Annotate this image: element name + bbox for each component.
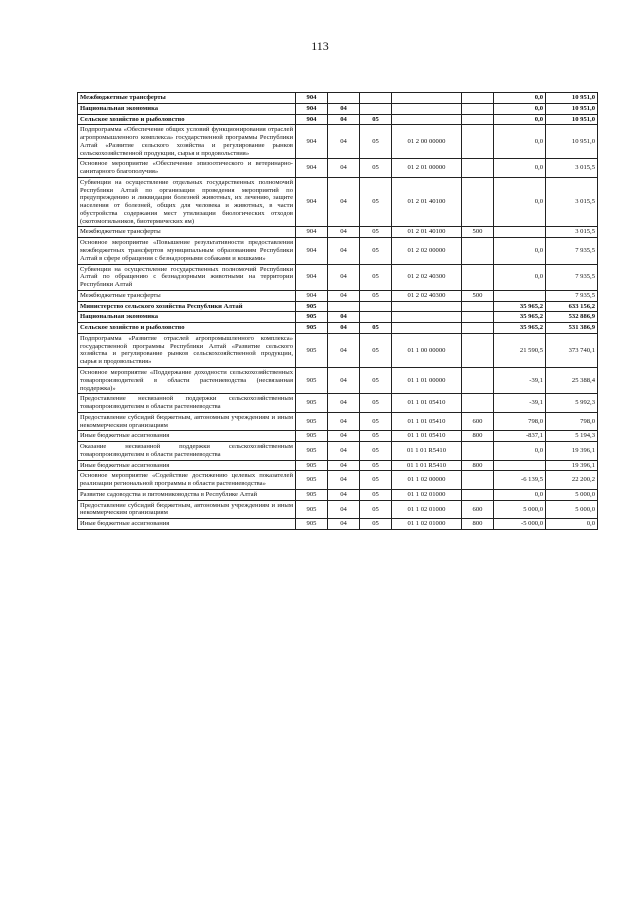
amount-total: 10 951,0 — [546, 93, 598, 104]
page-number: 113 — [311, 39, 329, 53]
department-code: 905 — [296, 333, 328, 367]
amount-total: 5 000,0 — [546, 489, 598, 500]
target-article-code: 01 1 02 01000 — [392, 500, 462, 519]
subsection-code: 05 — [360, 489, 392, 500]
subsection-code: 05 — [360, 227, 392, 238]
section-code: 04 — [328, 227, 360, 238]
target-article-code: 01 2 01 40100 — [392, 177, 462, 227]
subsection-code: 05 — [360, 367, 392, 393]
subsection-code: 05 — [360, 394, 392, 413]
subsection-code: 05 — [360, 323, 392, 334]
row-name: Основное мероприятие «Повышение результативности предоставления межбюджетных трансфертов муниципальным образованиям Республики Алтай в сфере обращения с безнадзорными собаками и кошками» — [78, 238, 296, 264]
amount-change: 35 965,2 — [494, 323, 546, 334]
subsection-code — [360, 103, 392, 114]
subsection-code — [360, 93, 392, 104]
section-code: 04 — [328, 367, 360, 393]
expense-type-code — [462, 489, 494, 500]
amount-total: 10 951,0 — [546, 103, 598, 114]
table-row — [78, 312, 598, 323]
target-article-code: 01 1 01 05410 — [392, 431, 462, 442]
row-name: Субвенции на осуществление государственных полномочий Республики Алтай по обращению с безнадзорными животными на территории Республики Алтай — [78, 264, 296, 290]
target-article-code: 01 2 01 40100 — [392, 227, 462, 238]
subsection-code: 05 — [360, 159, 392, 178]
amount-total: 532 886,9 — [546, 312, 598, 323]
subsection-code: 05 — [360, 500, 392, 519]
amount-total: 3 015,5 — [546, 159, 598, 178]
row-name: Субвенции на осуществление отдельных государственных полномочий Республики Алтай по организации проведения мероприятий по предупреждению и ликвидации болезней животных, их лечению, защите населения от болезней, общих для человека и животных, в части обустройства содержания мест утилизации биологических отходов (скотомогильников, биотермических ям) — [78, 177, 296, 227]
section-code: 04 — [328, 460, 360, 471]
amount-total: 373 740,1 — [546, 333, 598, 367]
section-code: 04 — [328, 412, 360, 431]
table-row — [78, 367, 598, 393]
row-name: Предоставление несвязанной поддержки сельскохозяйственным товаропроизводителям в области растениеводства — [78, 394, 296, 413]
expense-type-code — [462, 333, 494, 367]
table-row — [78, 103, 598, 114]
row-name: Сельское хозяйство и рыболовство — [78, 323, 296, 334]
amount-change — [494, 460, 546, 471]
row-name: Предоставление субсидий бюджетным, автономным учреждениям и иным некоммерческим организациям — [78, 412, 296, 431]
amount-change: 0,0 — [494, 103, 546, 114]
section-code: 04 — [328, 103, 360, 114]
subsection-code: 05 — [360, 460, 392, 471]
amount-total: 19 396,1 — [546, 460, 598, 471]
target-article-code: 01 2 00 00000 — [392, 125, 462, 159]
row-name: Иные бюджетные ассигнования — [78, 431, 296, 442]
table-row — [78, 177, 598, 227]
table-row — [78, 264, 598, 290]
row-name: Предоставление субсидий бюджетным, автономным учреждениям и иным некоммерческим организациям — [78, 500, 296, 519]
table-row — [78, 500, 598, 519]
amount-change: 21 590,5 — [494, 333, 546, 367]
subsection-code: 05 — [360, 442, 392, 461]
section-code — [328, 93, 360, 104]
expense-type-code: 500 — [462, 227, 494, 238]
section-code: 04 — [328, 290, 360, 301]
section-code: 04 — [328, 431, 360, 442]
row-name: Сельское хозяйство и рыболовство — [78, 114, 296, 125]
section-code: 04 — [328, 489, 360, 500]
department-code: 904 — [296, 177, 328, 227]
expense-type-code — [462, 238, 494, 264]
department-code: 905 — [296, 489, 328, 500]
department-code: 904 — [296, 227, 328, 238]
row-name: Иные бюджетные ассигнования — [78, 460, 296, 471]
amount-total: 3 015,5 — [546, 177, 598, 227]
amount-change: -837,1 — [494, 431, 546, 442]
table-row — [78, 460, 598, 471]
table-row — [78, 227, 598, 238]
amount-total: 0,0 — [546, 519, 598, 530]
department-code: 905 — [296, 312, 328, 323]
amount-change: -5 000,0 — [494, 519, 546, 530]
section-code: 04 — [328, 264, 360, 290]
amount-change: 0,0 — [494, 177, 546, 227]
target-article-code: 01 1 01 R5410 — [392, 460, 462, 471]
subsection-code: 05 — [360, 471, 392, 490]
section-code: 04 — [328, 394, 360, 413]
department-code: 905 — [296, 442, 328, 461]
target-article-code: 01 1 01 00000 — [392, 367, 462, 393]
table-row — [78, 301, 598, 312]
amount-total: 798,0 — [546, 412, 598, 431]
expense-type-code — [462, 125, 494, 159]
target-article-code: 01 2 02 40300 — [392, 290, 462, 301]
amount-change: 0,0 — [494, 264, 546, 290]
row-name: Межбюджетные трансферты — [78, 93, 296, 104]
department-code: 905 — [296, 471, 328, 490]
amount-total: 19 396,1 — [546, 442, 598, 461]
row-name: Иные бюджетные ассигнования — [78, 519, 296, 530]
department-code: 904 — [296, 93, 328, 104]
section-code: 04 — [328, 471, 360, 490]
table-row — [78, 412, 598, 431]
expense-type-code — [462, 159, 494, 178]
target-article-code: 01 2 02 40300 — [392, 264, 462, 290]
department-code: 904 — [296, 125, 328, 159]
table-row — [78, 125, 598, 159]
amount-change: 0,0 — [494, 114, 546, 125]
expense-type-code — [462, 471, 494, 490]
expense-type-code — [462, 103, 494, 114]
target-article-code: 01 2 02 00000 — [392, 238, 462, 264]
department-code: 905 — [296, 500, 328, 519]
table-row — [78, 323, 598, 334]
section-code: 04 — [328, 442, 360, 461]
section-code: 04 — [328, 312, 360, 323]
table-row — [78, 394, 598, 413]
target-article-code: 01 1 02 01000 — [392, 489, 462, 500]
department-code: 904 — [296, 114, 328, 125]
section-code: 04 — [328, 177, 360, 227]
subsection-code: 05 — [360, 264, 392, 290]
subsection-code: 05 — [360, 125, 392, 159]
expense-type-code — [462, 264, 494, 290]
department-code: 905 — [296, 431, 328, 442]
table-row — [78, 442, 598, 461]
section-code: 04 — [328, 323, 360, 334]
amount-change: 0,0 — [494, 159, 546, 178]
row-name: Национальная экономика — [78, 103, 296, 114]
subsection-code: 05 — [360, 114, 392, 125]
department-code: 904 — [296, 159, 328, 178]
table-row — [78, 519, 598, 530]
amount-total: 5 000,0 — [546, 500, 598, 519]
table-row — [78, 290, 598, 301]
row-name: Межбюджетные трансферты — [78, 227, 296, 238]
target-article-code: 01 1 02 01000 — [392, 519, 462, 530]
expense-type-code — [462, 312, 494, 323]
row-name: Основное мероприятие «Содействие достижению целевых показателей реализации региональной программы в области растениеводства» — [78, 471, 296, 490]
amount-total: 10 951,0 — [546, 125, 598, 159]
target-article-code — [392, 103, 462, 114]
amount-total: 25 388,4 — [546, 367, 598, 393]
table-row — [78, 431, 598, 442]
table-row — [78, 114, 598, 125]
row-name: Развитие садоводства и питомниководства в Республике Алтай — [78, 489, 296, 500]
target-article-code — [392, 93, 462, 104]
amount-total: 7 935,5 — [546, 238, 598, 264]
amount-change: 0,0 — [494, 489, 546, 500]
target-article-code — [392, 312, 462, 323]
expense-type-code: 800 — [462, 519, 494, 530]
amount-change: -39,1 — [494, 394, 546, 413]
department-code: 904 — [296, 264, 328, 290]
expense-type-code — [462, 323, 494, 334]
amount-total: 7 935,5 — [546, 264, 598, 290]
department-code: 905 — [296, 394, 328, 413]
row-name: Национальная экономика — [78, 312, 296, 323]
department-code: 905 — [296, 519, 328, 530]
amount-total: 531 386,9 — [546, 323, 598, 334]
row-name: Подпрограмма «Обеспечение общих условий функционирования отраслей агропромышленного комплекса» государственной программы Республики Алтай «Развитие сельского хозяйства и регулирование рынков сельскохозяйственной продукции, сырья и продовольствия» — [78, 125, 296, 159]
amount-total: 5 194,3 — [546, 431, 598, 442]
row-name: Подпрограмма «Развитие отраслей агропромышленного комплекса» государственной программы Республики Алтай «Развитие сельского хозяйства и регулирование рынков сельскохозяйственной продукции, сырья и продовольствия» — [78, 333, 296, 367]
subsection-code: 05 — [360, 412, 392, 431]
amount-total: 22 200,2 — [546, 471, 598, 490]
department-code: 905 — [296, 412, 328, 431]
table-row — [78, 238, 598, 264]
table-row — [78, 159, 598, 178]
target-article-code: 01 1 00 00000 — [392, 333, 462, 367]
expense-type-code: 800 — [462, 431, 494, 442]
department-code: 904 — [296, 238, 328, 264]
subsection-code: 05 — [360, 431, 392, 442]
target-article-code: 01 1 01 05410 — [392, 412, 462, 431]
subsection-code: 05 — [360, 290, 392, 301]
amount-total: 5 992,3 — [546, 394, 598, 413]
section-code: 04 — [328, 238, 360, 264]
subsection-code — [360, 312, 392, 323]
budget-table — [77, 92, 598, 530]
expense-type-code — [462, 442, 494, 461]
table-row — [78, 333, 598, 367]
amount-change: 0,0 — [494, 238, 546, 264]
target-article-code: 01 2 01 00000 — [392, 159, 462, 178]
amount-change: 35 965,2 — [494, 301, 546, 312]
expense-type-code — [462, 93, 494, 104]
expense-type-code: 800 — [462, 460, 494, 471]
amount-change: 5 000,0 — [494, 500, 546, 519]
section-code: 04 — [328, 159, 360, 178]
department-code: 904 — [296, 103, 328, 114]
target-article-code — [392, 114, 462, 125]
row-name: Межбюджетные трансферты — [78, 290, 296, 301]
table-row — [78, 489, 598, 500]
target-article-code — [392, 301, 462, 312]
department-code: 905 — [296, 460, 328, 471]
amount-change: 0,0 — [494, 125, 546, 159]
section-code: 04 — [328, 500, 360, 519]
amount-change — [494, 227, 546, 238]
expense-type-code — [462, 367, 494, 393]
amount-change — [494, 290, 546, 301]
subsection-code — [360, 301, 392, 312]
row-name: Основное мероприятие «Обеспечение эпизоотического и ветеринарно-санитарного благополучия» — [78, 159, 296, 178]
amount-change: 0,0 — [494, 93, 546, 104]
amount-change: -39,1 — [494, 367, 546, 393]
expense-type-code — [462, 177, 494, 227]
amount-change: 798,0 — [494, 412, 546, 431]
row-name: Министерство сельского хозяйства Республики Алтай — [78, 301, 296, 312]
target-article-code: 01 1 01 05410 — [392, 394, 462, 413]
row-name: Основное мероприятие «Поддержание доходности сельскохозяйственных товаропроизводителей в области растениеводства (несвязанная поддержка)» — [78, 367, 296, 393]
expense-type-code — [462, 114, 494, 125]
target-article-code: 01 1 01 R5410 — [392, 442, 462, 461]
department-code: 905 — [296, 301, 328, 312]
subsection-code: 05 — [360, 177, 392, 227]
amount-total: 633 156,2 — [546, 301, 598, 312]
department-code: 905 — [296, 367, 328, 393]
section-code: 04 — [328, 519, 360, 530]
subsection-code: 05 — [360, 238, 392, 264]
section-code: 04 — [328, 114, 360, 125]
subsection-code: 05 — [360, 519, 392, 530]
expense-type-code — [462, 394, 494, 413]
section-code: 04 — [328, 125, 360, 159]
amount-total: 10 951,0 — [546, 114, 598, 125]
department-code: 904 — [296, 290, 328, 301]
target-article-code — [392, 323, 462, 334]
expense-type-code: 600 — [462, 500, 494, 519]
target-article-code: 01 1 02 00000 — [392, 471, 462, 490]
section-code: 04 — [328, 333, 360, 367]
expense-type-code — [462, 301, 494, 312]
amount-total: 7 935,5 — [546, 290, 598, 301]
table-row — [78, 471, 598, 490]
amount-change: -6 139,5 — [494, 471, 546, 490]
department-code: 905 — [296, 323, 328, 334]
section-code — [328, 301, 360, 312]
amount-change: 0,0 — [494, 442, 546, 461]
expense-type-code: 600 — [462, 412, 494, 431]
table-row — [78, 93, 598, 104]
subsection-code: 05 — [360, 333, 392, 367]
amount-change: 35 965,2 — [494, 312, 546, 323]
expense-type-code: 500 — [462, 290, 494, 301]
row-name: Оказание несвязанной поддержки сельскохозяйственным товаропроизводителям в области растениеводства — [78, 442, 296, 461]
amount-total: 3 015,5 — [546, 227, 598, 238]
